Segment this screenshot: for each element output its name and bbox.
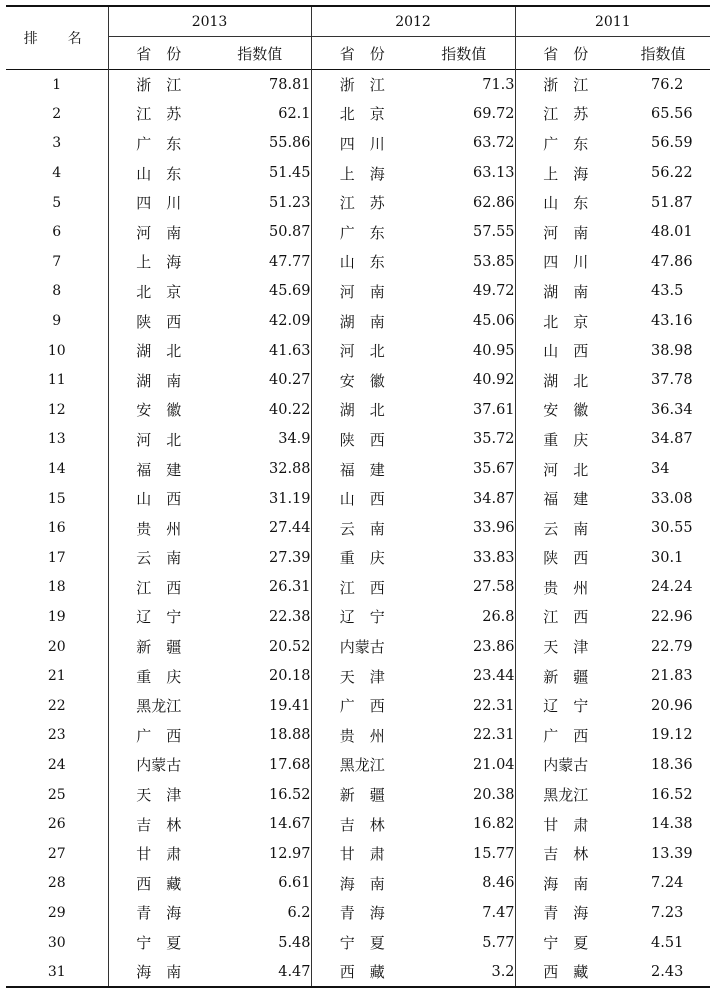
province-cell: 陕 西: [339, 430, 385, 449]
index-value-cell: 22.31: [413, 721, 515, 751]
province-header: 省 份: [136, 44, 182, 63]
province-cell: 河 南: [543, 223, 589, 242]
province-cell: 福 建: [136, 460, 182, 479]
index-value-cell: 14.38: [651, 816, 693, 833]
province-cell: 辽 宁: [543, 697, 589, 716]
index-value-cell: 76.2: [651, 76, 684, 93]
table-row: [6, 750, 710, 780]
province-cell: 浙 江: [543, 76, 589, 95]
index-value-cell: 33.96: [413, 513, 515, 543]
index-value-cell: 21.83: [651, 668, 693, 685]
index-value-cell: 27.44: [209, 513, 311, 543]
province-cell: 福 建: [543, 490, 589, 509]
province-cell: 上 海: [136, 253, 182, 272]
index-value-cell: 22.38: [209, 602, 311, 632]
index-value-cell: 34.87: [651, 431, 693, 448]
index-value-cell: 18.36: [651, 756, 693, 773]
table-header: [6, 6, 710, 70]
province-cell: 北 京: [339, 105, 385, 124]
index-value-cell: 23.44: [413, 661, 515, 691]
province-cell: 北 京: [543, 312, 589, 331]
index-value-cell: 27.58: [413, 573, 515, 603]
index-value-cell: 47.77: [209, 247, 311, 277]
value-header: 指数值: [413, 37, 515, 70]
table-row: [6, 543, 710, 573]
table-row: [6, 247, 710, 277]
province-cell: 浙 江: [339, 76, 385, 95]
index-value-cell: 27.39: [209, 543, 311, 573]
province-cell: 内蒙古: [136, 756, 182, 775]
index-value-cell: 16.82: [413, 809, 515, 839]
province-cell: 新 疆: [543, 667, 589, 686]
province-cell: 河 北: [339, 342, 385, 361]
index-value-cell: 5.48: [209, 928, 311, 958]
province-cell: 海 南: [543, 874, 589, 893]
province-cell: 江 西: [136, 578, 182, 597]
rank-cell: 17: [6, 543, 108, 573]
index-value-cell: 51.23: [209, 188, 311, 218]
index-value-cell: 63.13: [413, 158, 515, 188]
index-value-cell: 30.1: [651, 549, 684, 566]
province-cell: 山 东: [136, 164, 182, 183]
province-cell: 湖 北: [136, 342, 182, 361]
ranking-table: [6, 5, 710, 988]
index-value-cell: 43.5: [651, 283, 684, 300]
rank-cell: 10: [6, 336, 108, 366]
index-value-cell: 37.78: [651, 372, 693, 389]
rank-cell: 27: [6, 839, 108, 869]
rank-cell: 23: [6, 721, 108, 751]
index-value-cell: 20.18: [209, 661, 311, 691]
value-header: 指数值: [209, 37, 311, 70]
index-value-cell: 40.95: [413, 336, 515, 366]
table-row: [6, 809, 710, 839]
rank-cell: 19: [6, 602, 108, 632]
rank-cell: 6: [6, 217, 108, 247]
province-cell: 北 京: [136, 282, 182, 301]
province-cell: 湖 北: [339, 401, 385, 420]
rank-cell: 28: [6, 869, 108, 899]
index-value-cell: 62.86: [413, 188, 515, 218]
province-cell: 青 海: [136, 904, 182, 923]
province-cell: 河 南: [136, 223, 182, 242]
rank-cell: 16: [6, 513, 108, 543]
table-row: [6, 721, 710, 751]
province-cell: 宁 夏: [136, 934, 182, 953]
province-cell: 内蒙古: [543, 756, 589, 775]
province-cell: 贵 州: [543, 578, 589, 597]
index-value-cell: 13.39: [651, 845, 693, 862]
index-value-cell: 69.72: [413, 99, 515, 129]
province-cell: 陕 西: [136, 312, 182, 331]
province-cell: 安 徽: [543, 401, 589, 420]
province-cell: 吉 林: [543, 845, 589, 864]
index-value-cell: 7.23: [651, 904, 684, 921]
index-value-cell: 22.31: [413, 691, 515, 721]
index-value-cell: 6.61: [209, 869, 311, 899]
province-cell: 辽 宁: [339, 608, 385, 627]
province-cell: 云 南: [543, 519, 589, 538]
province-cell: 贵 州: [136, 519, 182, 538]
index-value-cell: 18.88: [209, 721, 311, 751]
rank-cell: 21: [6, 661, 108, 691]
index-value-cell: 8.46: [413, 869, 515, 899]
province-cell: 甘 肃: [136, 845, 182, 864]
province-cell: 江 西: [339, 578, 385, 597]
table-row: [6, 129, 710, 159]
province-cell: 广 西: [136, 726, 182, 745]
table-row: [6, 573, 710, 603]
province-cell: 江 苏: [136, 105, 182, 124]
table-row: [6, 158, 710, 188]
index-value-cell: 51.45: [209, 158, 311, 188]
province-cell: 河 北: [543, 460, 589, 479]
table-row: [6, 365, 710, 395]
province-cell: 四 川: [136, 194, 182, 213]
province-cell: 吉 林: [136, 815, 182, 834]
province-cell: 新 疆: [136, 638, 182, 657]
index-value-cell: 55.86: [209, 129, 311, 159]
province-cell: 青 海: [339, 904, 385, 923]
year-header-2011: 2011: [515, 6, 710, 37]
province-cell: 福 建: [339, 460, 385, 479]
province-cell: 湖 南: [136, 371, 182, 390]
index-value-cell: 38.98: [651, 342, 693, 359]
province-cell: 江 苏: [339, 194, 385, 213]
province-cell: 黑龙江: [339, 756, 385, 775]
index-value-cell: 20.96: [651, 697, 693, 714]
province-cell: 山 东: [339, 253, 385, 272]
table-row: [6, 425, 710, 455]
table-row: [6, 277, 710, 307]
rank-cell: 31: [6, 957, 108, 987]
rank-cell: 5: [6, 188, 108, 218]
index-value-cell: 19.41: [209, 691, 311, 721]
rank-cell: 15: [6, 484, 108, 514]
province-cell: 河 南: [339, 282, 385, 301]
year-header-2012: 2012: [311, 6, 515, 37]
province-cell: 甘 肃: [543, 815, 589, 834]
index-value-cell: 57.55: [413, 217, 515, 247]
table-row: [6, 513, 710, 543]
rank-cell: 20: [6, 632, 108, 662]
index-value-cell: 16.52: [651, 786, 693, 803]
index-value-cell: 21.04: [413, 750, 515, 780]
index-value-cell: 22.79: [651, 638, 693, 655]
year-header-2013: 2013: [108, 6, 311, 37]
province-cell: 吉 林: [339, 815, 385, 834]
province-cell: 青 海: [543, 904, 589, 923]
index-value-cell: 17.68: [209, 750, 311, 780]
rank-cell: 13: [6, 425, 108, 455]
table-row: [6, 780, 710, 810]
rank-cell: 7: [6, 247, 108, 277]
index-value-cell: 43.16: [651, 313, 693, 330]
province-cell: 广 东: [543, 134, 589, 153]
table-row: [6, 99, 710, 129]
table-row: [6, 957, 710, 987]
province-cell: 天 津: [339, 667, 385, 686]
province-cell: 西 藏: [136, 874, 182, 893]
index-value-cell: 7.24: [651, 875, 684, 892]
index-value-cell: 4.51: [651, 934, 684, 951]
table-row: [6, 632, 710, 662]
province-cell: 甘 肃: [339, 845, 385, 864]
table-row: [6, 839, 710, 869]
province-cell: 辽 宁: [136, 608, 182, 627]
index-value-cell: 40.92: [413, 365, 515, 395]
index-value-cell: 6.2: [209, 898, 311, 928]
header-sub-row: [6, 37, 710, 70]
province-cell: 湖 南: [543, 282, 589, 301]
index-value-cell: 31.19: [209, 484, 311, 514]
province-cell: 山 西: [543, 342, 589, 361]
table-row: [6, 70, 710, 100]
province-cell: 四 川: [543, 253, 589, 272]
province-cell: 江 西: [543, 608, 589, 627]
index-value-cell: 15.77: [413, 839, 515, 869]
province-cell: 广 东: [136, 134, 182, 153]
index-value-cell: 34.87: [413, 484, 515, 514]
province-cell: 湖 北: [543, 371, 589, 390]
province-cell: 宁 夏: [543, 934, 589, 953]
index-value-cell: 47.86: [651, 253, 693, 270]
province-cell: 天 津: [543, 638, 589, 657]
province-cell: 天 津: [136, 786, 182, 805]
index-value-cell: 26.31: [209, 573, 311, 603]
index-value-cell: 20.52: [209, 632, 311, 662]
table-row: [6, 395, 710, 425]
index-value-cell: 33.08: [651, 490, 693, 507]
table-row: [6, 691, 710, 721]
index-value-cell: 4.47: [209, 957, 311, 987]
province-header: 省 份: [543, 44, 589, 63]
rank-cell: 4: [6, 158, 108, 188]
index-value-cell: 34: [651, 461, 670, 478]
index-value-cell: 42.09: [209, 306, 311, 336]
index-value-cell: 3.2: [413, 957, 515, 987]
table-body: [6, 70, 710, 987]
table-row: [6, 602, 710, 632]
index-value-cell: 40.22: [209, 395, 311, 425]
index-value-cell: 24.24: [651, 579, 693, 596]
index-value-cell: 51.87: [651, 194, 693, 211]
province-header: 省 份: [339, 44, 385, 63]
index-value-cell: 37.61: [413, 395, 515, 425]
province-cell: 山 东: [543, 194, 589, 213]
index-value-cell: 53.85: [413, 247, 515, 277]
index-value-cell: 16.52: [209, 780, 311, 810]
province-cell: 安 徽: [339, 371, 385, 390]
index-value-cell: 12.97: [209, 839, 311, 869]
index-value-cell: 49.72: [413, 277, 515, 307]
rank-cell: 9: [6, 306, 108, 336]
index-value-cell: 32.88: [209, 454, 311, 484]
table-row: [6, 898, 710, 928]
index-value-cell: 41.63: [209, 336, 311, 366]
province-cell: 山 西: [339, 490, 385, 509]
index-value-cell: 63.72: [413, 129, 515, 159]
index-value-cell: 2.43: [651, 963, 684, 980]
rank-cell: 1: [6, 70, 108, 100]
province-cell: 四 川: [339, 134, 385, 153]
province-cell: 贵 州: [339, 726, 385, 745]
province-cell: 西 藏: [543, 963, 589, 982]
province-cell: 广 东: [339, 223, 385, 242]
province-cell: 新 疆: [339, 786, 385, 805]
table-row: [6, 928, 710, 958]
index-value-cell: 65.56: [651, 105, 693, 122]
index-value-cell: 56.22: [651, 165, 693, 182]
index-value-cell: 62.1: [209, 99, 311, 129]
province-cell: 山 西: [136, 490, 182, 509]
province-cell: 湖 南: [339, 312, 385, 331]
rank-cell: 24: [6, 750, 108, 780]
header-year-row: [6, 6, 710, 37]
index-value-cell: 7.47: [413, 898, 515, 928]
rank-cell: 14: [6, 454, 108, 484]
index-value-cell: 23.86: [413, 632, 515, 662]
index-value-cell: 45.06: [413, 306, 515, 336]
index-value-cell: 71.3: [413, 70, 515, 100]
index-value-cell: 30.55: [651, 520, 693, 537]
table-row: [6, 661, 710, 691]
province-cell: 重 庆: [543, 430, 589, 449]
index-value-cell: 78.81: [209, 70, 311, 100]
rank-cell: 30: [6, 928, 108, 958]
index-value-cell: 33.83: [413, 543, 515, 573]
index-value-cell: 56.59: [651, 135, 693, 152]
province-cell: 宁 夏: [339, 934, 385, 953]
rank-cell: 12: [6, 395, 108, 425]
rank-cell: 18: [6, 573, 108, 603]
province-cell: 安 徽: [136, 401, 182, 420]
province-cell: 江 苏: [543, 105, 589, 124]
rank-cell: 26: [6, 809, 108, 839]
table-row: [6, 484, 710, 514]
index-value-cell: 40.27: [209, 365, 311, 395]
province-cell: 陕 西: [543, 549, 589, 568]
table-row: [6, 306, 710, 336]
rank-cell: 25: [6, 780, 108, 810]
rank-cell: 11: [6, 365, 108, 395]
province-cell: 黑龙江: [543, 786, 589, 805]
province-cell: 重 庆: [136, 667, 182, 686]
rank-cell: 2: [6, 99, 108, 129]
province-cell: 西 藏: [339, 963, 385, 982]
index-value-cell: 5.77: [413, 928, 515, 958]
index-value-cell: 35.72: [413, 425, 515, 455]
province-cell: 上 海: [339, 164, 385, 183]
province-cell: 浙 江: [136, 76, 182, 95]
rank-header: 排 名: [6, 6, 108, 70]
index-value-cell: 35.67: [413, 454, 515, 484]
rank-cell: 22: [6, 691, 108, 721]
province-cell: 黑龙江: [136, 697, 182, 716]
province-cell: 云 南: [136, 549, 182, 568]
index-value-cell: 36.34: [651, 401, 693, 418]
province-cell: 海 南: [136, 963, 182, 982]
index-value-cell: 50.87: [209, 217, 311, 247]
table-row: [6, 869, 710, 899]
table-row: [6, 336, 710, 366]
province-cell: 云 南: [339, 519, 385, 538]
rank-cell: 8: [6, 277, 108, 307]
index-value-cell: 20.38: [413, 780, 515, 810]
index-value-cell: 19.12: [651, 727, 693, 744]
index-value-cell: 48.01: [651, 224, 693, 241]
province-cell: 重 庆: [339, 549, 385, 568]
province-cell: 广 西: [543, 726, 589, 745]
index-value-cell: 14.67: [209, 809, 311, 839]
rank-cell: 3: [6, 129, 108, 159]
province-cell: 内蒙古: [339, 638, 385, 657]
index-value-cell: 22.96: [651, 608, 693, 625]
value-header: 指数值: [640, 44, 686, 63]
table-row: [6, 188, 710, 218]
table-row: [6, 217, 710, 247]
rank-cell: 29: [6, 898, 108, 928]
province-cell: 海 南: [339, 874, 385, 893]
province-cell: 广 西: [339, 697, 385, 716]
table-row: [6, 454, 710, 484]
province-cell: 上 海: [543, 164, 589, 183]
index-value-cell: 45.69: [209, 277, 311, 307]
index-value-cell: 26.8: [413, 602, 515, 632]
index-value-cell: 34.9: [209, 425, 311, 455]
province-cell: 河 北: [136, 430, 182, 449]
